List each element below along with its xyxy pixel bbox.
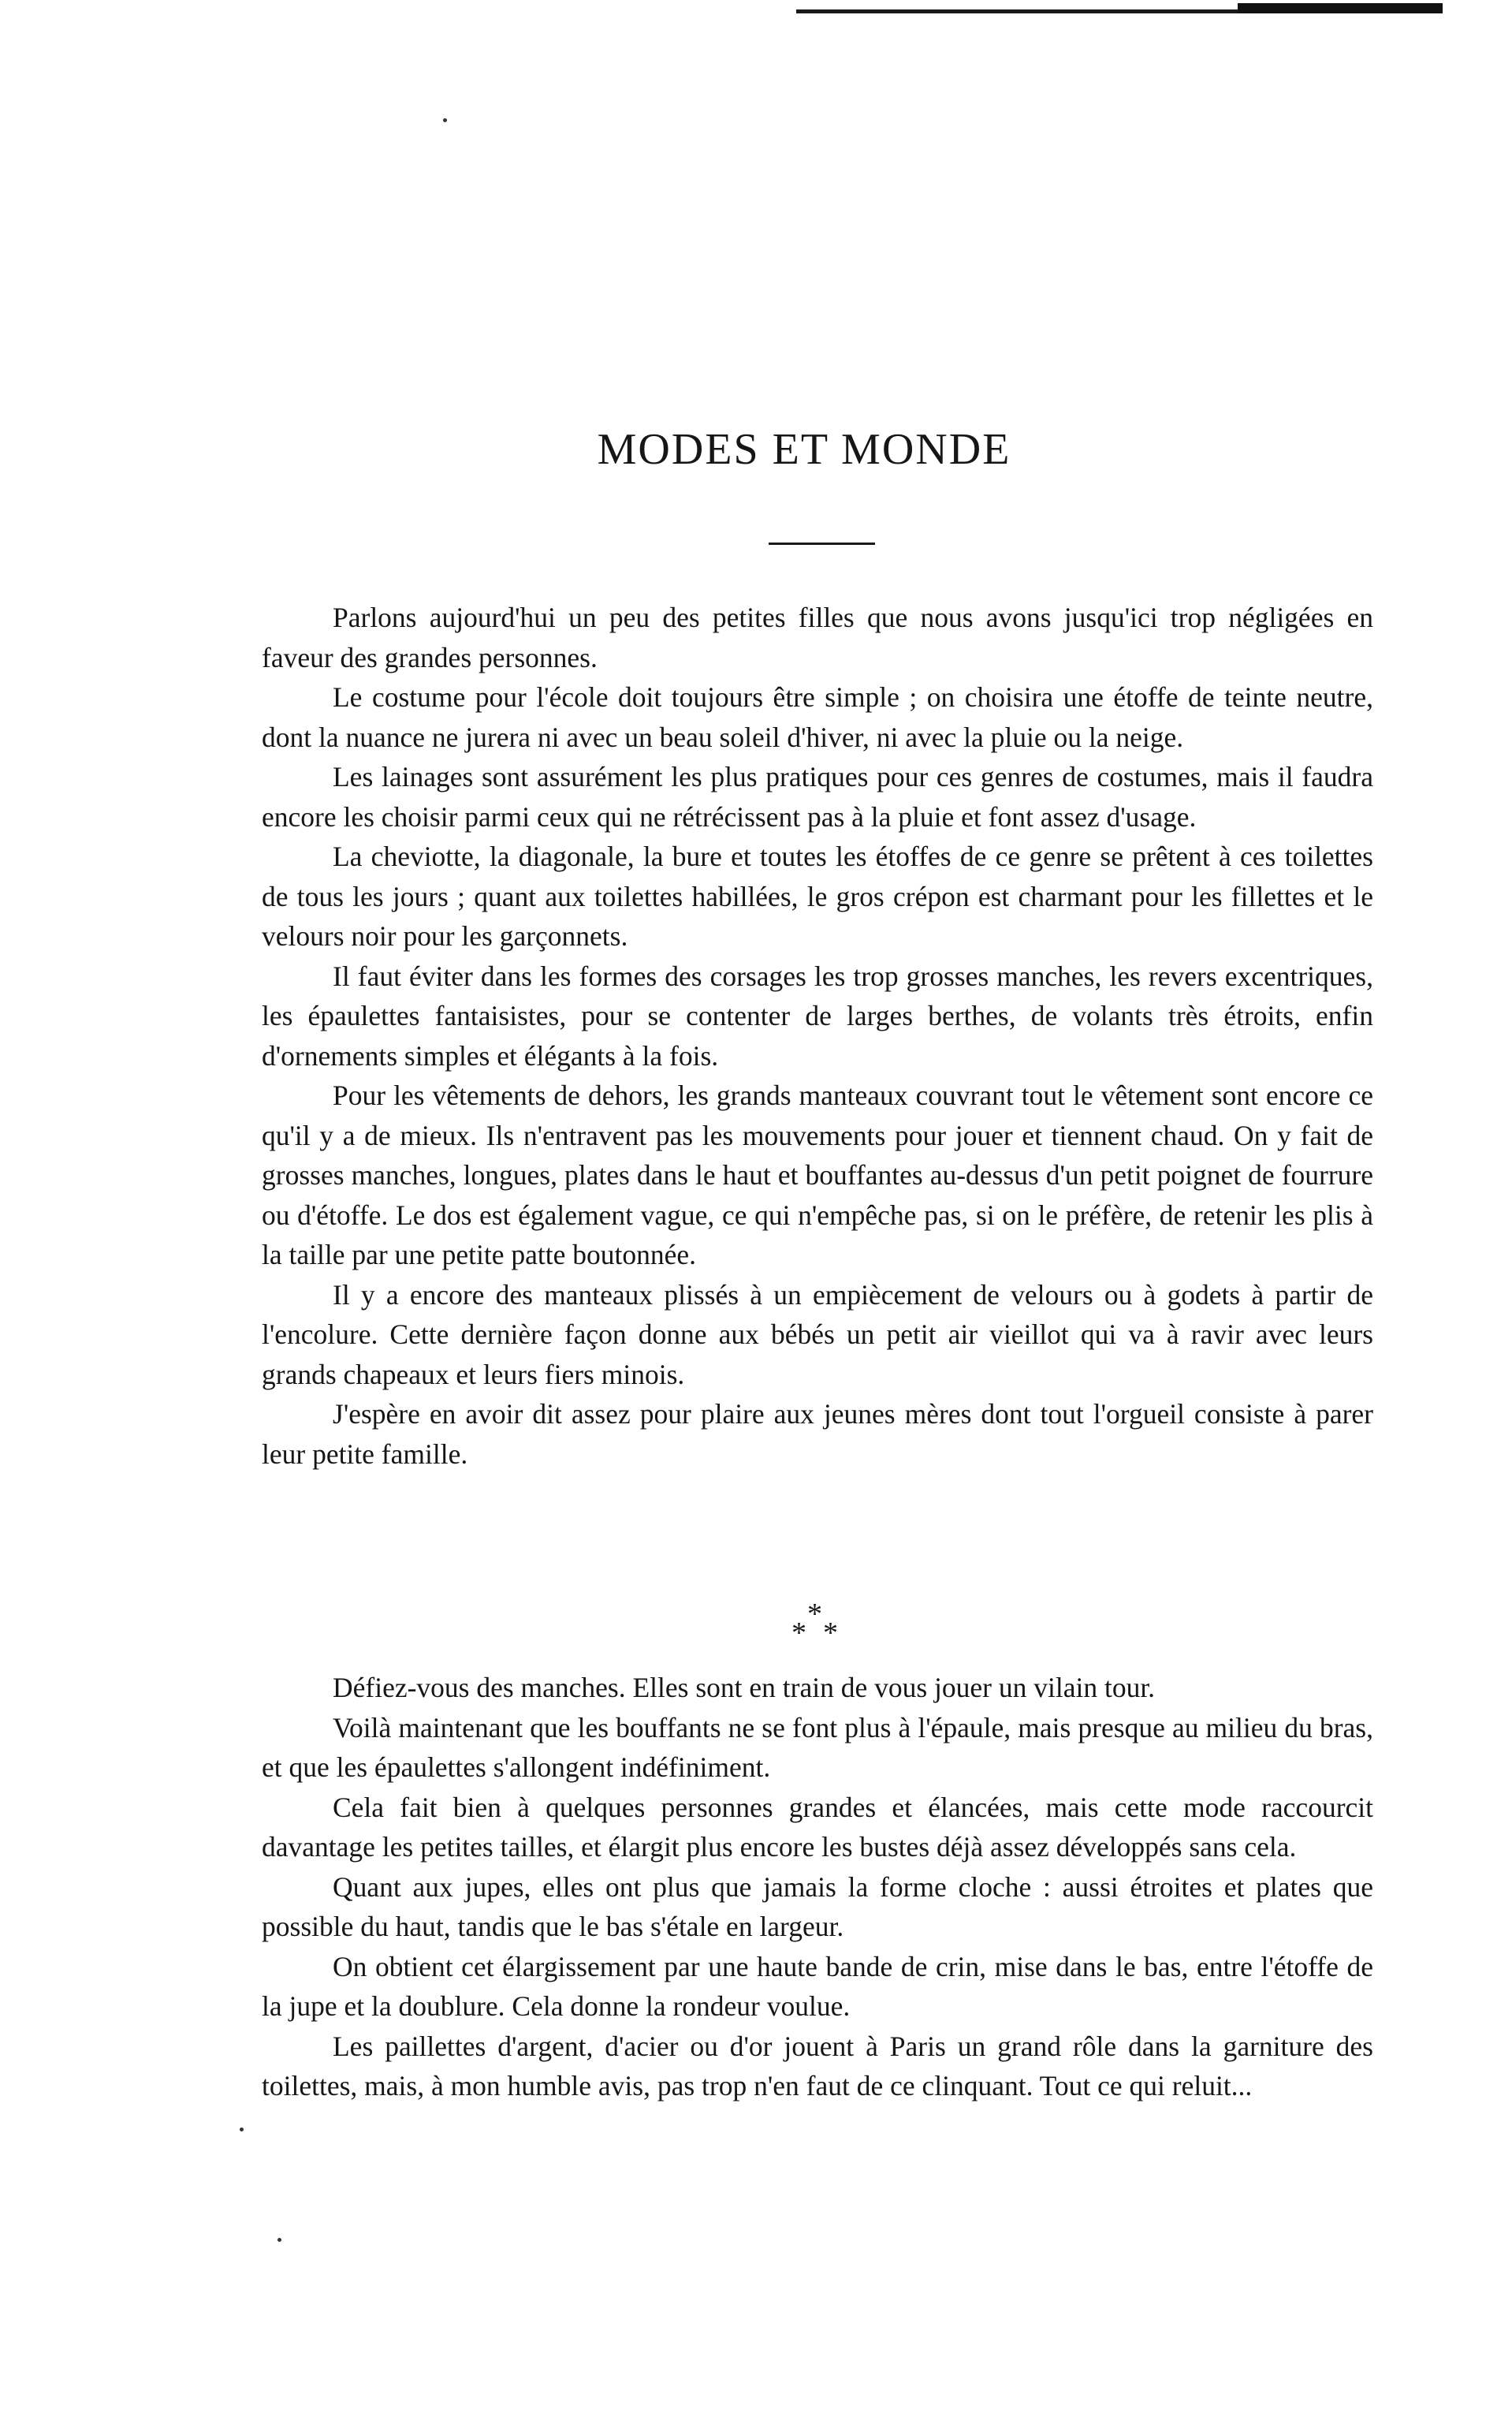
paragraph: La cheviotte, la diagonale, la bure et toutes les étoffes de ce genre se prêtent à ces toilettes de tous les jours ; quant aux toilettes habillées, le gros crépon est charmant pour les fillettes et le velours noir pour les garçonnets. xyxy=(262,841,1373,952)
paragraph: Il faut éviter dans les formes des corsages les trop grosses manches, les revers excentriques, les épaulettes fantaisistes, pour se contenter de larges berthes, de volants très étroits, enfin d'ornements simples et élégants à la fois. xyxy=(262,960,1373,1072)
print-speck xyxy=(240,2128,244,2131)
section-separator-asterism xyxy=(780,1599,859,1654)
paragraph: Cela fait bien à quelques personnes grandes et élancées, mais cette mode raccourcit davantage les petites tailles, et élargit plus encore les bustes déjà assez développés sans cela. xyxy=(262,1791,1373,1863)
title-underline-rule xyxy=(769,543,875,545)
paragraph: Parlons aujourd'hui un peu des petites filles que nous avons jusqu'ici trop négligées en faveur des grandes personnes. xyxy=(262,602,1373,673)
paragraph: J'espère en avoir dit assez pour plaire aux jeunes mères dont tout l'orgueil consiste à parer leur petite famille. xyxy=(262,1398,1373,1470)
article-section-2 xyxy=(262,1668,1373,2106)
paragraph: Pour les vêtements de dehors, les grands manteaux couvrant tout le vêtement sont encore ce qu'il y a de mieux. Ils n'entravent pas les mouvements pour jouer et tiennent chaud. On y fait de grosses manches, longues, plates dans le haut et bouffantes au-dessus d'un petit poignet de fourrure ou d'étoffe. Le dos est également vague, ce qui n'empêche pas, si on le préfère, de retenir les plis à la taille par une petite patte boutonnée. xyxy=(262,1080,1373,1270)
print-speck xyxy=(443,118,447,122)
print-speck xyxy=(277,2238,281,2242)
paragraph: Voilà maintenant que les bouffants ne se font plus à l'épaule, mais presque au milieu du bras, et que les épaulettes s'allongent indéfiniment. xyxy=(262,1711,1373,1783)
asterisk: * xyxy=(823,1617,838,1650)
paragraph: Les paillettes d'argent, d'acier ou d'or jouent à Paris un grand rôle dans la garniture des toilettes, mais, à mon humble avis, pas trop n'en faut de ce clinquant. Tout ce qui reluit... xyxy=(262,2030,1373,2101)
top-border-rule xyxy=(796,3,1443,16)
article-section-1 xyxy=(262,598,1373,1474)
paragraph: On obtient cet élargissement par une haute bande de crin, mise dans le bas, entre l'étoffe de la jupe et la doublure. Cela donne la rondeur voulue. xyxy=(262,1950,1373,2022)
page-title: MODES ET MONDE xyxy=(597,425,1011,474)
paragraph: Il y a encore des manteaux plissés à un empiècement de velours ou à godets à partir de l'encolure. Cette dernière façon donne aux bébés un petit air vieillot qui va à ravir avec leurs grands chapeaux et leurs fiers minois. xyxy=(262,1278,1373,1390)
paragraph: Les lainages sont assurément les plus pratiques pour ces genres de costumes, mais il faudra encore les choisir parmi ceux qui ne rétrécissent pas à la pluie et font assez d'usage. xyxy=(262,761,1373,833)
asterisk: * xyxy=(791,1617,806,1650)
paragraph: Le costume pour l'école doit toujours être simple ; on choisira une étoffe de teinte neutre, dont la nuance ne jurera ni avec un beau soleil d'hiver, ni avec la pluie ou la neige. xyxy=(262,681,1373,753)
top-rule-thick xyxy=(1238,3,1443,13)
paragraph: Quant aux jupes, elles ont plus que jamais la forme cloche : aussi étroites et plates que possible du haut, tandis que le bas s'étale en largeur. xyxy=(262,1870,1373,1942)
asterisk: * xyxy=(807,1598,822,1631)
top-rule-thin xyxy=(796,9,1238,13)
paragraph: Défiez-vous des manches. Elles sont en train de vous jouer un vilain tour. xyxy=(333,1672,1156,1703)
